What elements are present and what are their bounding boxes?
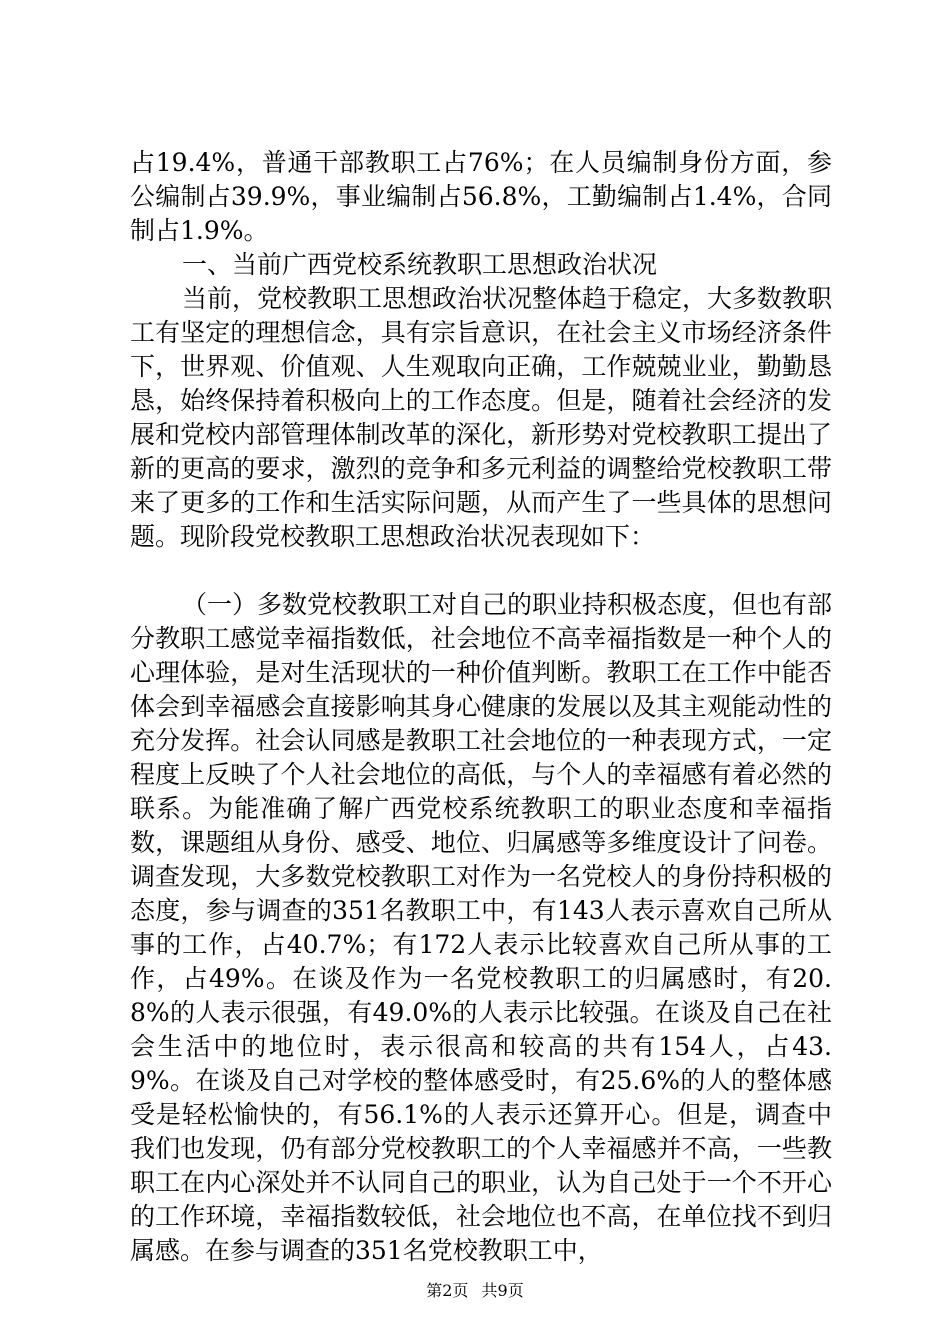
page-number: 第2页 [426,1281,469,1300]
paragraph-point-one: （一）多数党校教职工对自己的职业持积极态度，但也有部分教职工感觉幸福指数低，社会地位不高幸福指数是一种个人的心理体验，是对生活现状的一种价值判断。教职工在工作中能否体会到幸福感会直接影响其身心健康的发展以及其主观能动性的充分发挥。社会认同感是教职工社会地位的一种表现方式，一定程度上反映了个人社会地位的高低，与个人的幸福感有着必然的联系。为能准确了解广西党校系统教职工的职业态度和幸福指数，课题组从身份、感受、地位、归属感等多维度设计了问卷。调查发现，大多数党校教职工对作为一名党校人的身份持积极的态度，参与调查的351名教职工中，有143人表示喜欢自己所从事的工作，占40.7%；有172人表示比较喜欢自己所从事的工作，占49%。在谈及作为一名党校教职工的归属感时，有20.8%的人表示很强，有49.0%的人表示比较强。在谈及自己在社会生活中的地位时，表示很高和较高的共有154人，占43.9%。在谈及自己对学校的整体感受时，有25.6%的人的整体感受是轻松愉快的，有56.1%的人表示还算开心。但是，调查中我们也发现，仍有部分党校教职工的个人幸福感并不高，一些教职工在内心深处并不认同自己的职业，认为自己处于一个不开心的工作环境，幸福指数较低，社会地位也不高，在单位找不到归属感。在参与调查的351名党校教职工中， [130,590,833,1265]
page-total: 共9页 [481,1281,524,1300]
section-heading: 一、当前广西党校系统教职工思想政治状况 [182,250,658,279]
document-body [130,146,832,1268]
page-footer [0,1281,950,1301]
paragraph-overview: 当前，党校教职工思想政治状况整体趋于稳定，大多数教职工有坚定的理想信念，具有宗旨意识，在社会主义市场经济条件下，世界观、价值观、人生观取向正确，工作兢兢业业，勤勤恳恳，始终保持着积极向上的工作态度。但是，随着社会经济的发展和党校内部管理体制改革的深化，新形势对党校教职工提出了新的更高的要求，激烈的竞争和多元利益的调整给党校教职工带来了更多的工作和生活实际问题，从而产生了一些具体的思想问题。现阶段党校教职工思想政治状况表现如下： [130,284,833,551]
paragraph-continuation: 占19.4%，普通干部教职工占76%；在人员编制身份方面，参公编制占39.9%，事业编制占56.8%，工勤编制占1.4%，合同制占1.9%。 [130,148,832,245]
